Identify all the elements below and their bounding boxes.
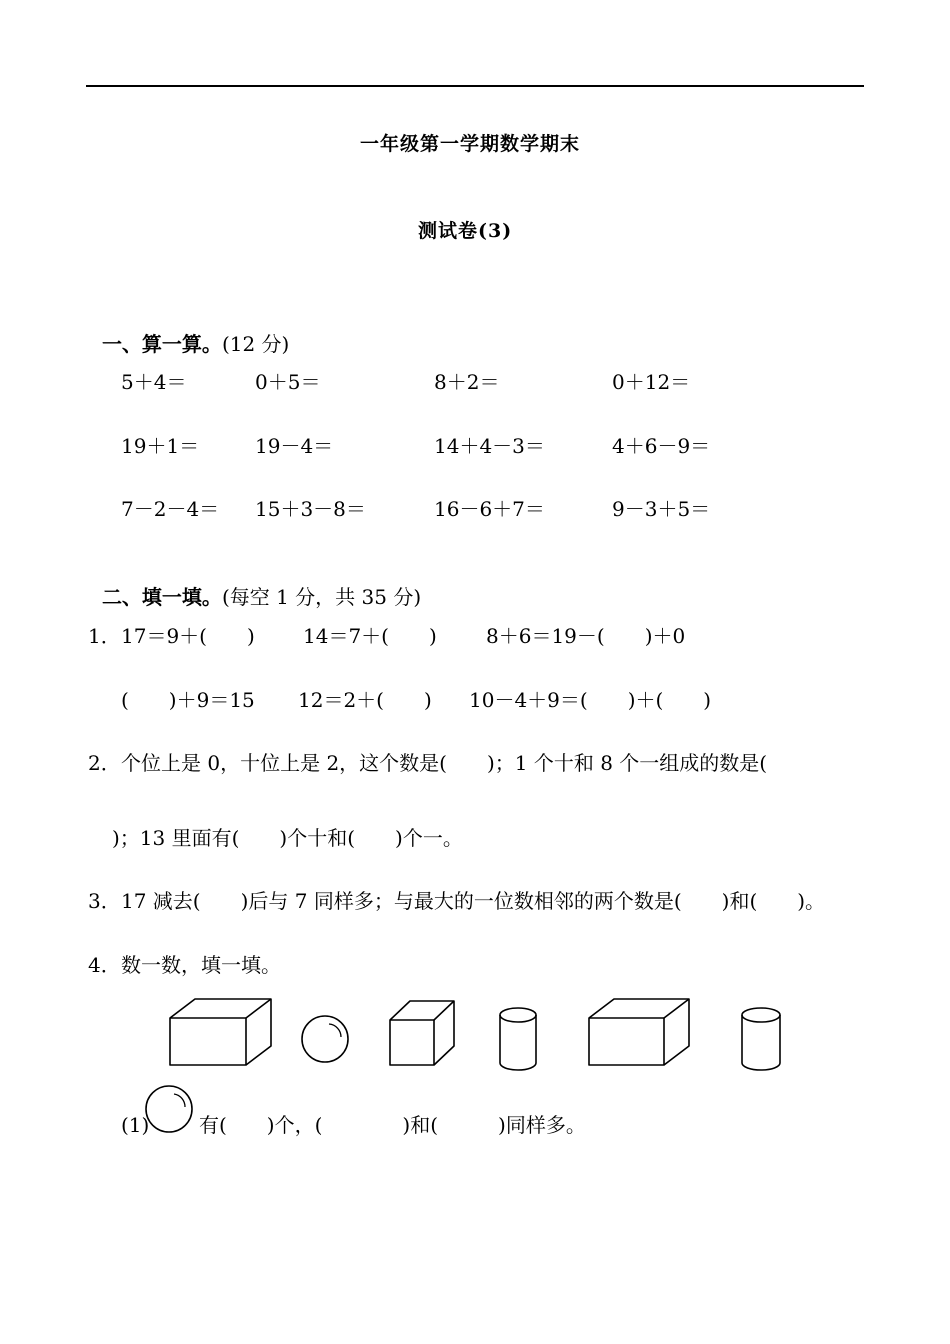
equation: 19－4＝ [255,434,334,458]
question-text: )；13 里面有( )个十和( )个一。 [112,826,463,850]
sphere-icon [146,1086,192,1132]
cuboid-icon [170,999,271,1065]
equation: 16－6＋7＝ [434,497,545,521]
sphere-icon [302,1016,348,1062]
question-number: 3． [88,889,121,913]
equation: 7－2－4＝ [121,497,220,521]
fill-blank-item: 17＝9＋( ) [121,624,255,648]
fill-blank-item: 14＝7＋( ) [303,624,437,648]
question-text: 数一数，填一填。 [121,953,281,977]
question-text: 个位上是 0，十位上是 2，这个数是( )；1 个十和 8 个一组成的数是( [121,751,768,775]
equation: 19＋1＝ [121,434,200,458]
section2-title: 二、填一填。 [101,585,222,609]
question-number: 1． [88,624,121,648]
equation: 4＋6－9＝ [612,434,711,458]
equation: 0＋5＝ [255,370,321,394]
equation: 0＋12＝ [612,370,691,394]
cylinder-icon [742,1008,780,1070]
sub-question-label: (1) [121,1113,150,1137]
question-number: 2． [88,751,121,775]
section1-title: 一、算一算。 [101,332,222,356]
equation: 9－3＋5＝ [612,497,711,521]
page-subtitle: 测试卷(3) [418,220,513,242]
question-number: 4． [88,953,121,977]
cylinder-icon [500,1008,536,1070]
equation: 14＋4－3＝ [434,434,545,458]
sub-question-text: 有( )个，( )和( )同样多。 [199,1113,586,1137]
fill-blank-item: 8＋6＝19－( )＋0 [486,624,686,648]
section2-points: (每空 1 分，共 35 分) [221,585,422,609]
cuboid-icon [589,999,689,1065]
fill-blank-item: 10－4＋9＝( )＋( ) [469,688,712,712]
equation: 8＋2＝ [434,370,500,394]
section1-points: (12 分) [221,332,290,356]
equation: 5＋4＝ [121,370,187,394]
fill-blank-item: 12＝2＋( ) [298,688,432,712]
equation: 15＋3－8＝ [255,497,366,521]
cube-icon [390,1001,454,1065]
question-text: 17 减去( )后与 7 同样多；与最大的一位数相邻的两个数是( )和( )。 [121,889,826,913]
fill-blank-item: ( )＋9＝15 [121,688,255,712]
page-title: 一年级第一学期数学期末 [360,133,581,155]
